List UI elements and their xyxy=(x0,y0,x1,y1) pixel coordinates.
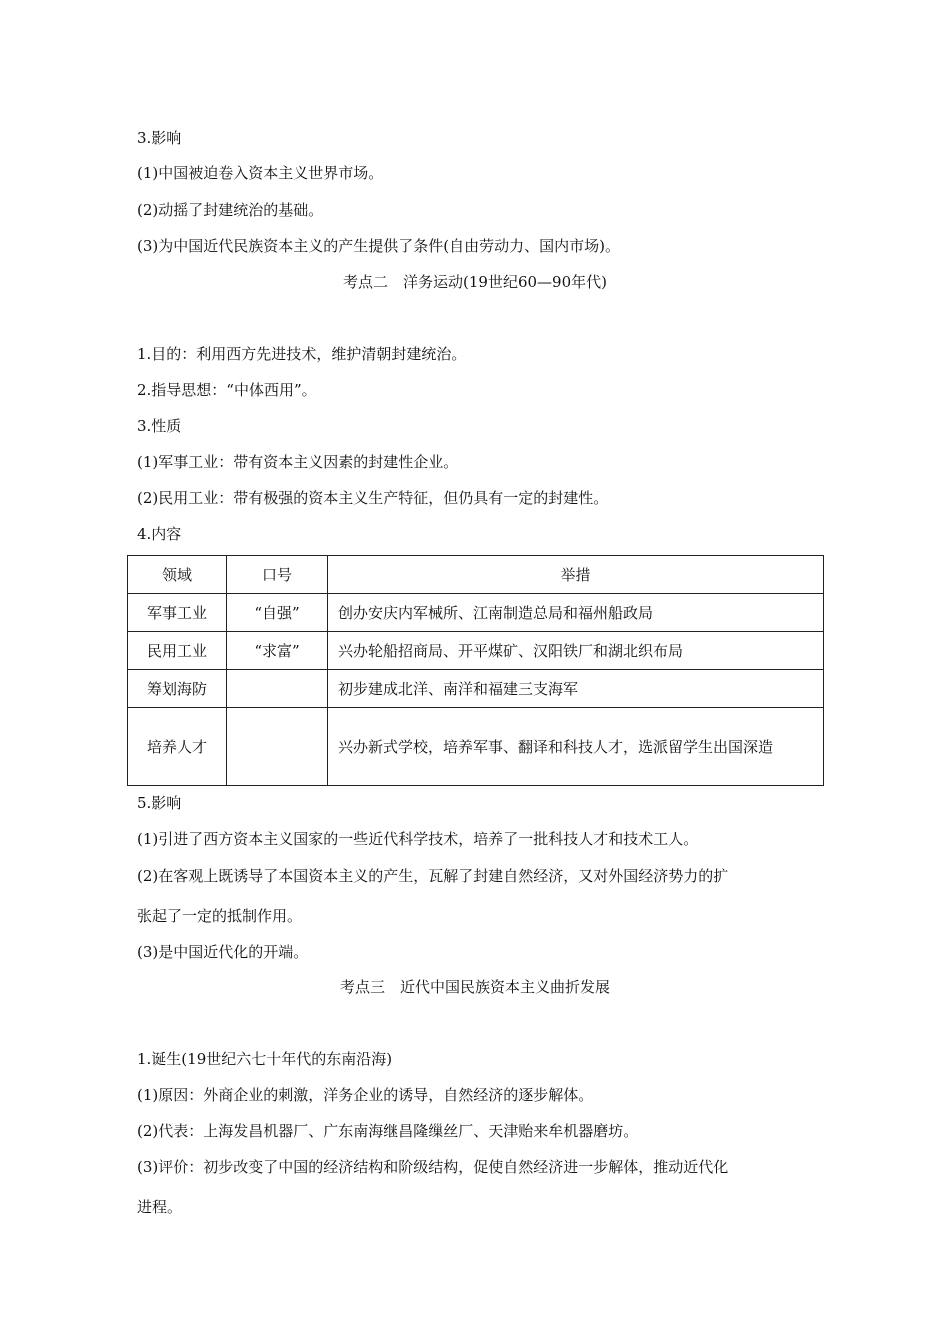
table-cell: 军事工业 xyxy=(128,594,227,632)
nature-heading: 3.性质 xyxy=(137,417,182,435)
impact5-heading: 5.影响 xyxy=(137,794,182,812)
impact5-item-2-cont: 张起了一定的抵制作用。 xyxy=(137,907,303,925)
section-title-capitalism: 考点三 近代中国民族资本主义曲折发展 xyxy=(339,978,610,996)
section-title-yangwu: 考点二 洋务运动(19世纪60—90年代) xyxy=(343,273,607,291)
birth-item-2: (2)代表：上海发昌机器厂、广东南海继昌隆缫丝厂、天津贻来牟机器磨坊。 xyxy=(137,1122,639,1140)
nature-item-2: (2)民用工业：带有极强的资本主义生产特征，但仍具有一定的封建性。 xyxy=(137,489,609,507)
table-cell: 兴办新式学校，培养军事、翻译和科技人才，选派留学生出国深造 xyxy=(328,708,824,786)
table-row xyxy=(128,708,824,786)
impact5-item-1: (1)引进了西方资本主义国家的一些近代科学技术，培养了一批科技人才和技术工人。 xyxy=(137,830,699,848)
guide-line: 2.指导思想：“中体西用”。 xyxy=(137,381,317,399)
table-cell xyxy=(227,708,328,786)
impact5-item-3: (3)是中国近代化的开端。 xyxy=(137,943,309,961)
table-cell: 筹划海防 xyxy=(128,670,227,708)
table-header: 举措 xyxy=(328,556,824,594)
table-cell: “求富” xyxy=(227,632,328,670)
table-cell xyxy=(227,670,328,708)
table-cell: 初步建成北洋、南洋和福建三支海军 xyxy=(328,670,824,708)
table-cell: 兴办轮船招商局、开平煤矿、汉阳铁厂和湖北织布局 xyxy=(328,632,824,670)
impact5-item-2: (2)在客观上既诱导了本国资本主义的产生，瓦解了封建自然经济，又对外国经济势力的扩 xyxy=(137,867,729,885)
table-row xyxy=(128,594,824,632)
table-header-row xyxy=(128,556,824,594)
birth-heading: 1.诞生(19世纪六七十年代的东南沿海) xyxy=(137,1050,393,1068)
table-cell: 培养人才 xyxy=(128,708,227,786)
section-impact-heading: 3.影响 xyxy=(137,129,182,147)
birth-item-3-cont: 进程。 xyxy=(137,1198,183,1216)
table-row xyxy=(128,670,824,708)
table-header: 口号 xyxy=(227,556,328,594)
birth-item-3: (3)评价：初步改变了中国的经济结构和阶级结构，促使自然经济进一步解体，推动近代化 xyxy=(137,1158,729,1176)
goal-line: 1.目的：利用西方先进技术，维护清朝封建统治。 xyxy=(137,345,467,363)
table-cell: 民用工业 xyxy=(128,632,227,670)
table-header: 领域 xyxy=(128,556,227,594)
impact-item-1: (1)中国被迫卷入资本主义世界市场。 xyxy=(137,164,384,182)
impact-item-2: (2)动摇了封建统治的基础。 xyxy=(137,201,324,219)
impact-item-3: (3)为中国近代民族资本主义的产生提供了条件(自由劳动力、国内市场)。 xyxy=(137,237,620,255)
birth-item-1: (1)原因：外商企业的刺激，洋务企业的诱导，自然经济的逐步解体。 xyxy=(137,1086,594,1104)
nature-item-1: (1)军事工业：带有资本主义因素的封建性企业。 xyxy=(137,453,459,471)
content-heading: 4.内容 xyxy=(137,525,182,543)
table-cell: “自强” xyxy=(227,594,328,632)
content-table xyxy=(127,555,824,786)
table-row xyxy=(128,632,824,670)
table-cell: 创办安庆内军械所、江南制造总局和福州船政局 xyxy=(328,594,824,632)
